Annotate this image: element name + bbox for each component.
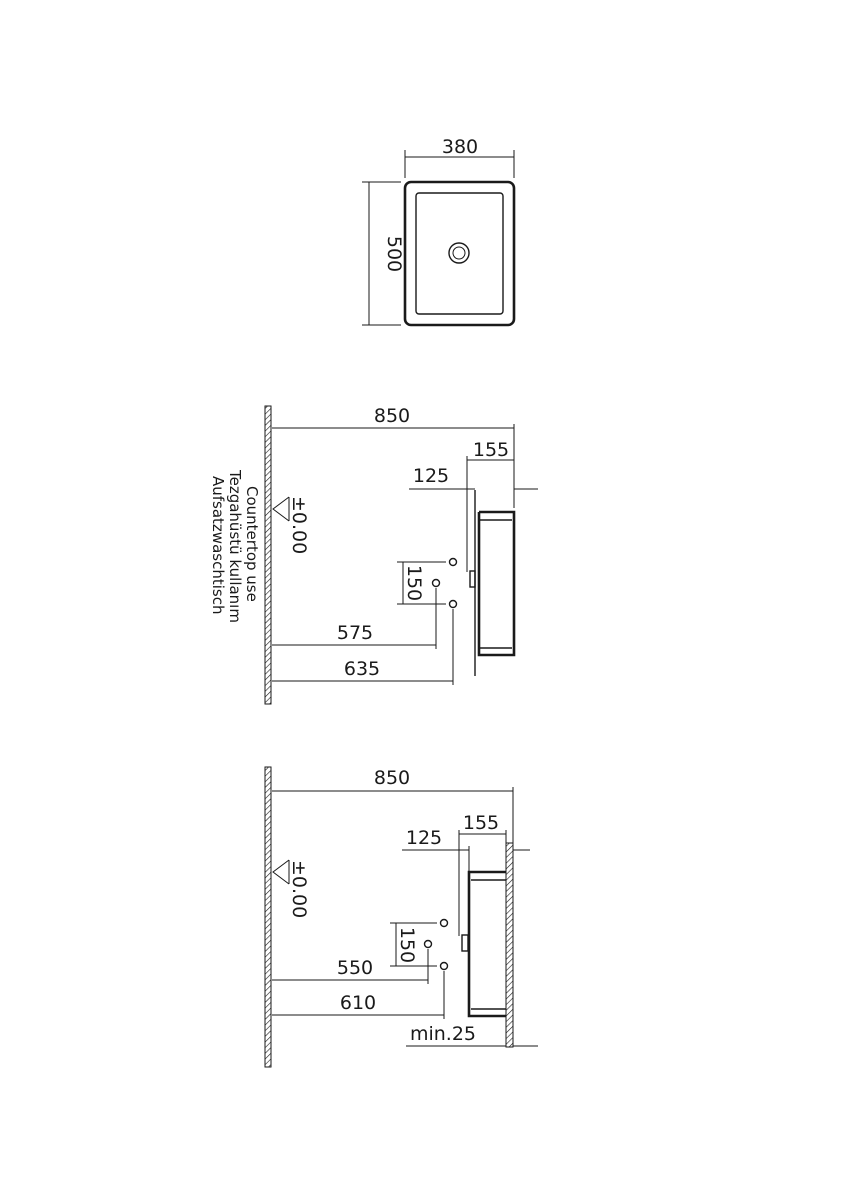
top-view xyxy=(362,136,514,325)
level-label: ±0.00 xyxy=(288,860,310,919)
pipe-point-icon xyxy=(441,963,448,970)
drain-outer-icon xyxy=(449,243,469,263)
pipe-point-icon xyxy=(433,580,440,587)
dim-min25-label: min.25 xyxy=(409,1023,477,1045)
note-en: Countertop use xyxy=(243,486,261,602)
dim-125-label: 125 xyxy=(405,827,443,849)
usage-notes xyxy=(209,469,261,623)
basin-outline-inner xyxy=(416,193,503,314)
floor-hatch xyxy=(265,767,271,1067)
dim-150-label: 150 xyxy=(396,926,418,964)
level-marker-icon xyxy=(273,860,289,884)
drain-inner-icon xyxy=(453,247,465,259)
basin-profile xyxy=(469,872,506,1016)
basin-outline-outer xyxy=(405,182,514,325)
level-marker-icon xyxy=(273,497,289,521)
overflow-stub xyxy=(462,935,468,951)
dim-155-label: 155 xyxy=(462,812,500,834)
pipe-point-icon xyxy=(425,941,432,948)
side-view-countertop xyxy=(209,405,538,704)
dim-850-label: 850 xyxy=(373,405,411,427)
note-de: Aufsatzwaschtisch xyxy=(209,476,227,615)
dim-550-label: 550 xyxy=(336,957,374,979)
dim-155-label: 155 xyxy=(472,439,510,461)
pipe-point-icon xyxy=(450,559,457,566)
pipe-point-icon xyxy=(450,601,457,608)
dim-575-label: 575 xyxy=(336,622,374,644)
wall-hatch xyxy=(506,843,513,1047)
overflow-stub xyxy=(470,571,475,587)
note-tr: Tezgahüstü kullanım xyxy=(226,470,244,623)
width-label: 380 xyxy=(441,136,479,158)
dim-125-label: 125 xyxy=(412,465,450,487)
dim-635-label: 635 xyxy=(343,658,381,680)
pipe-point-icon xyxy=(441,920,448,927)
dim-150-label: 150 xyxy=(403,564,425,602)
basin-profile xyxy=(479,512,514,655)
depth-label: 500 xyxy=(383,235,405,273)
level-label: ±0.00 xyxy=(288,496,310,555)
side-view-wall xyxy=(265,767,538,1067)
floor-hatch xyxy=(265,406,271,704)
dim-610-label: 610 xyxy=(339,992,377,1014)
dim-850-label: 850 xyxy=(373,767,411,789)
